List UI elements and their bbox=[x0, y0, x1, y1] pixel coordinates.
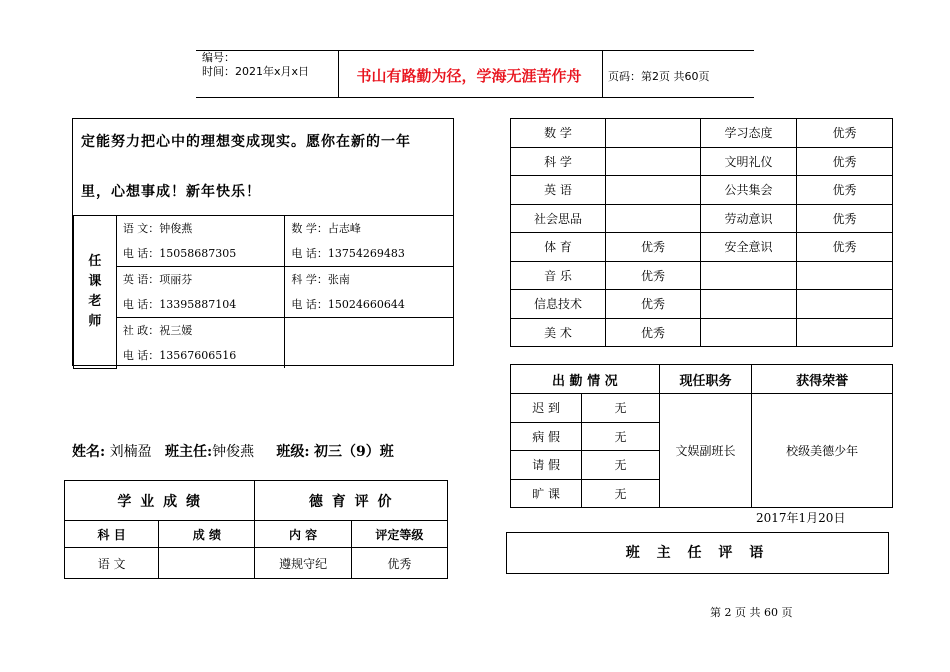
student-name: 刘楠盈 bbox=[109, 444, 152, 460]
col-rating: 评定等级 bbox=[351, 521, 447, 548]
number-label: 编号： bbox=[202, 51, 235, 64]
class-value: 初三（9）班 bbox=[314, 444, 394, 460]
position-value: 文娱副班长 bbox=[659, 394, 752, 508]
honor-title: 获得荣誉 bbox=[752, 365, 893, 394]
grade-content: 遵规守纪 bbox=[255, 548, 351, 579]
table-row: 科 学 文明礼仪 优秀 bbox=[511, 147, 893, 176]
honor-value: 校级美德少年 bbox=[752, 394, 893, 508]
page-header bbox=[196, 50, 754, 98]
moral-title: 德 育 评 价 bbox=[255, 481, 448, 521]
page-footer: 第 2 页 共 60 页 bbox=[710, 606, 793, 619]
student-info bbox=[72, 441, 394, 461]
teachers-table bbox=[73, 215, 453, 369]
greeting-line-1: 定能努力把心中的理想变成现实。愿你在新的一年 bbox=[81, 134, 411, 150]
position-title: 现任职务 bbox=[659, 365, 752, 394]
grades-table bbox=[64, 480, 448, 579]
comment-title: 班 主 任 评 语 bbox=[506, 532, 889, 574]
motto: 书山有路勤为径，学海无涯苦作舟 bbox=[356, 67, 582, 85]
col-score: 成 绩 bbox=[159, 521, 255, 548]
header-meta bbox=[196, 51, 339, 97]
teachers-title: 任 课 老 师 bbox=[74, 216, 117, 369]
teacher-cell: 语 文：钟俊燕 电 话：15058687305 bbox=[116, 216, 285, 267]
name-label: 姓名: bbox=[72, 444, 106, 460]
teacher-cell: 数 学：占志峰 电 话：13754269483 bbox=[285, 216, 453, 267]
attendance-title: 出 勤 情 况 bbox=[511, 365, 660, 394]
grade-rating: 优秀 bbox=[351, 548, 447, 579]
teacher-cell-empty bbox=[285, 318, 453, 369]
greeting-line-2: 里，心想事成！新年快乐！ bbox=[81, 184, 261, 200]
grade-score bbox=[159, 548, 255, 579]
subjects-table bbox=[510, 118, 893, 347]
academic-title: 学 业 成 绩 bbox=[65, 481, 255, 521]
attendance-table: 出 勤 情 况 现任职务 获得荣誉 迟 到 无 文娱副班长 校级美德少年 病 假 无 请 假 无 旷 课 无 bbox=[510, 364, 893, 508]
table-row: 信息技术 优秀 bbox=[511, 290, 893, 319]
table-row: 英 语 公共集会 优秀 bbox=[511, 176, 893, 205]
teacher-cell: 科 学：张南 电 话：15024660644 bbox=[285, 267, 453, 318]
page-label: 页码：第2页 共60页 bbox=[608, 70, 710, 83]
table-row: 社会思品 劳动意识 优秀 bbox=[511, 204, 893, 233]
greeting-box bbox=[72, 118, 454, 366]
table-row: 美 术 优秀 bbox=[511, 318, 893, 347]
table-row: 体 育 优秀 安全意识 优秀 bbox=[511, 233, 893, 262]
head-teacher: 钟俊燕 bbox=[212, 444, 255, 460]
teacher-label: 班主任: bbox=[164, 444, 213, 460]
table-row: 音 乐 优秀 bbox=[511, 261, 893, 290]
class-label: 班级: bbox=[276, 444, 310, 460]
teacher-cell: 英 语：项丽芬 电 话：13395887104 bbox=[116, 267, 285, 318]
table-row: 数 学 学习态度 优秀 bbox=[511, 119, 893, 148]
teacher-cell: 社 政：祝三媛 电 话：13567606516 bbox=[116, 318, 285, 369]
grade-subject: 语 文 bbox=[65, 548, 159, 579]
report-date: 2017年1月20日 bbox=[756, 511, 846, 525]
col-subject: 科 目 bbox=[65, 521, 159, 548]
time-label: 时间：2021年x月x日 bbox=[202, 65, 310, 78]
col-content: 内 容 bbox=[255, 521, 351, 548]
